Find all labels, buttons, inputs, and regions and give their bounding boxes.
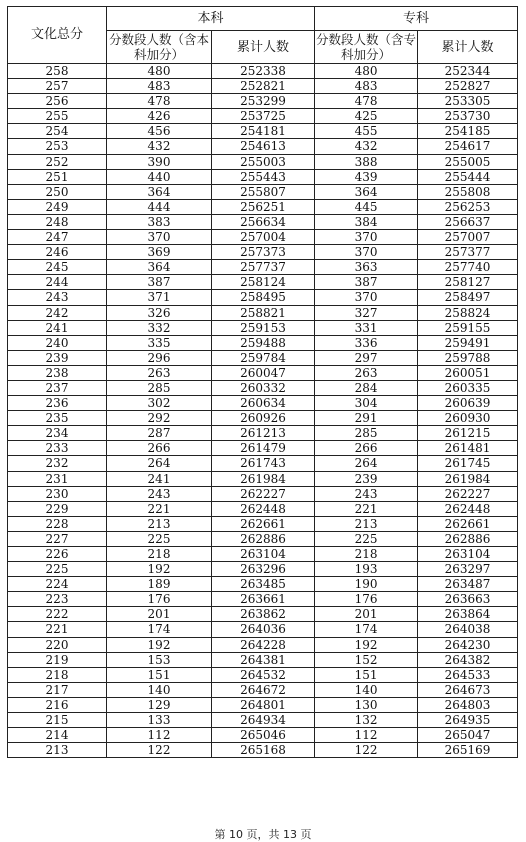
undergrad-cumulative-cell: 261743 — [212, 456, 315, 471]
table-body — [8, 64, 518, 758]
undergrad-cumulative-cell: 255003 — [212, 154, 315, 169]
undergrad-count-cell: 266 — [107, 441, 212, 456]
table-row — [8, 697, 518, 712]
undergrad-cumulative-cell: 261479 — [212, 441, 315, 456]
table-row — [8, 184, 518, 199]
vocational-cumulative-cell: 255808 — [418, 184, 518, 199]
vocational-count-cell: 445 — [315, 199, 418, 214]
vocational-cumulative-cell: 258824 — [418, 305, 518, 320]
vocational-cumulative-cell: 262886 — [418, 531, 518, 546]
table-row — [8, 652, 518, 667]
vocational-count-cell: 192 — [315, 637, 418, 652]
undergrad-cumulative-cell: 258124 — [212, 275, 315, 290]
vocational-count-cell: 225 — [315, 531, 418, 546]
undergrad-cumulative-cell: 262661 — [212, 516, 315, 531]
undergrad-count-cell: 241 — [107, 471, 212, 486]
score-cell: 233 — [8, 441, 107, 456]
vocational-count-cell: 221 — [315, 501, 418, 516]
vocational-count-cell: 387 — [315, 275, 418, 290]
undergrad-cumulative-cell: 256251 — [212, 199, 315, 214]
score-cell: 227 — [8, 531, 107, 546]
vocational-cumulative-cell: 256253 — [418, 199, 518, 214]
undergrad-cumulative-cell: 259784 — [212, 350, 315, 365]
score-cell: 246 — [8, 245, 107, 260]
undergrad-cumulative-cell: 262227 — [212, 486, 315, 501]
page-number: 第 10 页，共 13 页 — [214, 828, 312, 841]
undergrad-count-cell: 263 — [107, 365, 212, 380]
undergrad-cumulative-cell: 255807 — [212, 184, 315, 199]
score-cell: 218 — [8, 667, 107, 682]
undergrad-cumulative-cell: 253725 — [212, 109, 315, 124]
score-cell: 222 — [8, 607, 107, 622]
vocational-count-cell: 364 — [315, 184, 418, 199]
undergrad-cumulative-cell: 252821 — [212, 79, 315, 94]
undergrad-count-cell: 432 — [107, 139, 212, 154]
vocational-count-cell: 266 — [315, 441, 418, 456]
undergrad-cumulative-cell: 264532 — [212, 667, 315, 682]
undergrad-count-cell: 364 — [107, 184, 212, 199]
vocational-cumulative-cell: 264533 — [418, 667, 518, 682]
undergrad-count-cell: 440 — [107, 169, 212, 184]
undergrad-count-cell: 287 — [107, 426, 212, 441]
vocational-cumulative-cell: 257740 — [418, 260, 518, 275]
table-row — [8, 245, 518, 260]
vocational-count-cell: 363 — [315, 260, 418, 275]
table-row — [8, 441, 518, 456]
score-cell: 221 — [8, 622, 107, 637]
vocational-count-cell: 151 — [315, 667, 418, 682]
vocational-count-header: 分数段人数（含专科加分） — [316, 32, 417, 62]
table-row — [8, 260, 518, 275]
undergrad-cumulative-cell: 264934 — [212, 713, 315, 728]
undergrad-cumulative-cell: 257737 — [212, 260, 315, 275]
undergrad-cumulative-cell: 265046 — [212, 728, 315, 743]
undergrad-cumulative-cell: 255443 — [212, 169, 315, 184]
vocational-count-cell: 304 — [315, 396, 418, 411]
vocational-cumulative-cell: 252344 — [418, 64, 518, 79]
undergrad-count-cell: 140 — [107, 682, 212, 697]
vocational-cumulative-cell: 257377 — [418, 245, 518, 260]
table-row — [8, 350, 518, 365]
undergrad-count-cell: 483 — [107, 79, 212, 94]
undergrad-count-cell: 133 — [107, 713, 212, 728]
table-row — [8, 230, 518, 245]
undergrad-count-cell: 218 — [107, 547, 212, 562]
undergrad-cumulative-cell: 252338 — [212, 64, 315, 79]
vocational-cumulative-cell: 259491 — [418, 335, 518, 350]
undergrad-cumulative-cell: 260047 — [212, 365, 315, 380]
vocational-count-cell: 213 — [315, 516, 418, 531]
vocational-cumulative-cell: 260639 — [418, 396, 518, 411]
score-cell: 217 — [8, 682, 107, 697]
undergrad-cumulative-cell: 263862 — [212, 607, 315, 622]
undergrad-count-cell: 332 — [107, 320, 212, 335]
undergrad-count-cell: 369 — [107, 245, 212, 260]
undergrad-count-cell: 213 — [107, 516, 212, 531]
vocational-cumulative-cell: 260335 — [418, 380, 518, 395]
vocational-count-cell: 425 — [315, 109, 418, 124]
undergrad-count-cell: 112 — [107, 728, 212, 743]
vocational-count-cell: 297 — [315, 350, 418, 365]
score-cell: 224 — [8, 577, 107, 592]
undergrad-cumulative-cell: 254613 — [212, 139, 315, 154]
vocational-count-cell: 432 — [315, 139, 418, 154]
total-score-header: 文化总分 — [8, 7, 107, 64]
undergrad-cumulative-header: 累计人数 — [212, 31, 315, 64]
vocational-count-cell: 122 — [315, 743, 418, 758]
table-row — [8, 743, 518, 758]
vocational-count-cell: 132 — [315, 713, 418, 728]
score-cell: 252 — [8, 154, 107, 169]
score-cell: 248 — [8, 214, 107, 229]
vocational-cumulative-cell: 256637 — [418, 214, 518, 229]
score-cell: 232 — [8, 456, 107, 471]
undergrad-cumulative-cell: 259488 — [212, 335, 315, 350]
vocational-count-cell: 285 — [315, 426, 418, 441]
undergrad-count-cell: 174 — [107, 622, 212, 637]
score-cell: 215 — [8, 713, 107, 728]
table-row — [8, 577, 518, 592]
table-row — [8, 682, 518, 697]
vocational-cumulative-cell: 258497 — [418, 290, 518, 305]
vocational-count-cell: 140 — [315, 682, 418, 697]
vocational-count-cell: 218 — [315, 547, 418, 562]
score-cell: 214 — [8, 728, 107, 743]
score-cell: 225 — [8, 562, 107, 577]
vocational-cumulative-cell: 263487 — [418, 577, 518, 592]
undergrad-group-header: 本科 — [107, 7, 315, 31]
vocational-count-cell: 370 — [315, 245, 418, 260]
undergrad-cumulative-cell: 260634 — [212, 396, 315, 411]
undergrad-count-cell: 426 — [107, 109, 212, 124]
undergrad-cumulative-cell: 260332 — [212, 380, 315, 395]
vocational-cumulative-cell: 265047 — [418, 728, 518, 743]
vocational-count-cell: 291 — [315, 411, 418, 426]
undergrad-cumulative-cell: 256634 — [212, 214, 315, 229]
table-row — [8, 64, 518, 79]
score-cell: 250 — [8, 184, 107, 199]
vocational-count-cell: 152 — [315, 652, 418, 667]
table-row — [8, 290, 518, 305]
vocational-cumulative-cell: 262661 — [418, 516, 518, 531]
vocational-count-cell: 483 — [315, 79, 418, 94]
score-cell: 228 — [8, 516, 107, 531]
table-row — [8, 531, 518, 546]
undergrad-cumulative-cell: 263104 — [212, 547, 315, 562]
vocational-count-cell: 264 — [315, 456, 418, 471]
table-row — [8, 728, 518, 743]
vocational-count-cell: 174 — [315, 622, 418, 637]
undergrad-cumulative-cell: 253299 — [212, 94, 315, 109]
table-row — [8, 214, 518, 229]
score-cell: 223 — [8, 592, 107, 607]
undergrad-count-cell: 292 — [107, 411, 212, 426]
vocational-cumulative-cell: 264382 — [418, 652, 518, 667]
vocational-cumulative-cell: 253305 — [418, 94, 518, 109]
undergrad-count-cell: 296 — [107, 350, 212, 365]
score-cell: 245 — [8, 260, 107, 275]
score-cell: 256 — [8, 94, 107, 109]
undergrad-count-cell: 456 — [107, 124, 212, 139]
score-cell: 229 — [8, 501, 107, 516]
score-cell: 247 — [8, 230, 107, 245]
undergrad-cumulative-cell: 262886 — [212, 531, 315, 546]
table-row — [8, 124, 518, 139]
vocational-count-cell: 243 — [315, 486, 418, 501]
undergrad-cumulative-cell: 260926 — [212, 411, 315, 426]
undergrad-cumulative-cell: 261213 — [212, 426, 315, 441]
vocational-count-cell: 193 — [315, 562, 418, 577]
undergrad-cumulative-cell: 261984 — [212, 471, 315, 486]
undergrad-count-cell: 264 — [107, 456, 212, 471]
undergrad-cumulative-cell: 263296 — [212, 562, 315, 577]
undergrad-count-cell: 480 — [107, 64, 212, 79]
vocational-cumulative-cell: 259788 — [418, 350, 518, 365]
undergrad-cumulative-cell: 264672 — [212, 682, 315, 697]
score-cell: 254 — [8, 124, 107, 139]
vocational-cumulative-cell: 252827 — [418, 79, 518, 94]
table-row — [8, 154, 518, 169]
score-cell: 242 — [8, 305, 107, 320]
undergrad-count-cell: 285 — [107, 380, 212, 395]
table-row — [8, 305, 518, 320]
vocational-cumulative-cell: 264935 — [418, 713, 518, 728]
score-distribution-table — [7, 6, 518, 758]
vocational-count-cell: 336 — [315, 335, 418, 350]
undergrad-cumulative-cell: 258821 — [212, 305, 315, 320]
undergrad-count-cell: 225 — [107, 531, 212, 546]
table-row — [8, 380, 518, 395]
undergrad-count-cell: 201 — [107, 607, 212, 622]
undergrad-cumulative-cell: 262448 — [212, 501, 315, 516]
table-row — [8, 637, 518, 652]
table-row — [8, 667, 518, 682]
undergrad-cumulative-cell: 259153 — [212, 320, 315, 335]
table-row — [8, 139, 518, 154]
score-cell: 219 — [8, 652, 107, 667]
vocational-cumulative-cell: 263864 — [418, 607, 518, 622]
undergrad-count-cell: 192 — [107, 637, 212, 652]
table-row — [8, 396, 518, 411]
vocational-count-cell: 331 — [315, 320, 418, 335]
table-row — [8, 562, 518, 577]
vocational-cumulative-cell: 262227 — [418, 486, 518, 501]
score-cell: 231 — [8, 471, 107, 486]
vocational-cumulative-cell: 263297 — [418, 562, 518, 577]
score-cell: 257 — [8, 79, 107, 94]
vocational-cumulative-header: 累计人数 — [418, 31, 518, 64]
vocational-cumulative-cell: 261984 — [418, 471, 518, 486]
vocational-cumulative-cell: 261745 — [418, 456, 518, 471]
vocational-cumulative-cell: 264803 — [418, 697, 518, 712]
table-row — [8, 275, 518, 290]
vocational-count-cell: 284 — [315, 380, 418, 395]
undergrad-count-cell: 444 — [107, 199, 212, 214]
undergrad-count-cell: 364 — [107, 260, 212, 275]
table-row — [8, 335, 518, 350]
table-row — [8, 622, 518, 637]
undergrad-cumulative-cell: 265168 — [212, 743, 315, 758]
vocational-cumulative-cell: 254185 — [418, 124, 518, 139]
table-row — [8, 109, 518, 124]
vocational-cumulative-cell: 253730 — [418, 109, 518, 124]
vocational-count-cell: 327 — [315, 305, 418, 320]
undergrad-count-cell: 478 — [107, 94, 212, 109]
vocational-group-header: 专科 — [315, 7, 518, 31]
vocational-cumulative-cell: 263104 — [418, 547, 518, 562]
vocational-count-cell: 112 — [315, 728, 418, 743]
vocational-count-cell: 478 — [315, 94, 418, 109]
table-row — [8, 486, 518, 501]
table-row — [8, 456, 518, 471]
undergrad-count-cell: 151 — [107, 667, 212, 682]
score-cell: 216 — [8, 697, 107, 712]
vocational-count-cell: 388 — [315, 154, 418, 169]
vocational-cumulative-cell: 262448 — [418, 501, 518, 516]
undergrad-count-cell: 383 — [107, 214, 212, 229]
vocational-cumulative-cell: 264230 — [418, 637, 518, 652]
undergrad-cumulative-cell: 263485 — [212, 577, 315, 592]
vocational-cumulative-cell: 263663 — [418, 592, 518, 607]
table-row — [8, 94, 518, 109]
undergrad-count-cell: 221 — [107, 501, 212, 516]
table-row — [8, 169, 518, 184]
undergrad-count-cell: 243 — [107, 486, 212, 501]
vocational-cumulative-cell: 255005 — [418, 154, 518, 169]
vocational-count-cell: 130 — [315, 697, 418, 712]
score-cell: 240 — [8, 335, 107, 350]
vocational-cumulative-cell: 257007 — [418, 230, 518, 245]
vocational-cumulative-cell: 258127 — [418, 275, 518, 290]
undergrad-count-cell: 189 — [107, 577, 212, 592]
undergrad-count-cell: 326 — [107, 305, 212, 320]
table-row — [8, 365, 518, 380]
score-cell: 235 — [8, 411, 107, 426]
vocational-cumulative-cell: 255444 — [418, 169, 518, 184]
score-cell: 243 — [8, 290, 107, 305]
score-cell: 244 — [8, 275, 107, 290]
score-cell: 237 — [8, 380, 107, 395]
vocational-count-cell: 370 — [315, 290, 418, 305]
table-row — [8, 592, 518, 607]
vocational-count-cell: 455 — [315, 124, 418, 139]
vocational-count-cell: 439 — [315, 169, 418, 184]
undergrad-count-cell: 371 — [107, 290, 212, 305]
score-cell: 255 — [8, 109, 107, 124]
table-row — [8, 501, 518, 516]
undergrad-count-cell: 387 — [107, 275, 212, 290]
undergrad-count-cell: 335 — [107, 335, 212, 350]
table-row — [8, 713, 518, 728]
undergrad-count-cell: 390 — [107, 154, 212, 169]
undergrad-count-cell: 192 — [107, 562, 212, 577]
vocational-cumulative-cell: 259155 — [418, 320, 518, 335]
vocational-cumulative-cell: 261481 — [418, 441, 518, 456]
vocational-cumulative-cell: 264038 — [418, 622, 518, 637]
score-cell: 249 — [8, 199, 107, 214]
score-cell: 253 — [8, 139, 107, 154]
undergrad-count-cell: 122 — [107, 743, 212, 758]
undergrad-cumulative-cell: 257373 — [212, 245, 315, 260]
vocational-count-cell: 201 — [315, 607, 418, 622]
vocational-cumulative-cell: 260051 — [418, 365, 518, 380]
undergrad-cumulative-cell: 258495 — [212, 290, 315, 305]
vocational-count-cell: 370 — [315, 230, 418, 245]
undergrad-cumulative-cell: 257004 — [212, 230, 315, 245]
score-cell: 238 — [8, 365, 107, 380]
score-cell: 241 — [8, 320, 107, 335]
vocational-cumulative-cell: 264673 — [418, 682, 518, 697]
table-row — [8, 471, 518, 486]
score-cell: 239 — [8, 350, 107, 365]
vocational-count-cell: 239 — [315, 471, 418, 486]
table-row — [8, 516, 518, 531]
vocational-count-cell: 480 — [315, 64, 418, 79]
undergrad-cumulative-cell: 254181 — [212, 124, 315, 139]
vocational-count-cell: 384 — [315, 214, 418, 229]
table-row — [8, 320, 518, 335]
table-row — [8, 547, 518, 562]
undergrad-count-cell: 370 — [107, 230, 212, 245]
score-cell: 213 — [8, 743, 107, 758]
table-row — [8, 79, 518, 94]
vocational-cumulative-cell: 260930 — [418, 411, 518, 426]
vocational-cumulative-cell: 265169 — [418, 743, 518, 758]
undergrad-cumulative-cell: 264228 — [212, 637, 315, 652]
undergrad-count-header: 分数段人数（含本科加分） — [107, 31, 212, 64]
table-row — [8, 426, 518, 441]
vocational-count-cell: 263 — [315, 365, 418, 380]
table-row — [8, 199, 518, 214]
score-cell: 226 — [8, 547, 107, 562]
undergrad-cumulative-cell: 264036 — [212, 622, 315, 637]
undergrad-cumulative-cell: 263661 — [212, 592, 315, 607]
table-row — [8, 607, 518, 622]
score-cell: 220 — [8, 637, 107, 652]
undergrad-cumulative-cell: 264381 — [212, 652, 315, 667]
table-row — [8, 411, 518, 426]
undergrad-count-cell: 129 — [107, 697, 212, 712]
score-cell: 258 — [8, 64, 107, 79]
undergrad-cumulative-cell: 264801 — [212, 697, 315, 712]
score-cell: 251 — [8, 169, 107, 184]
vocational-count-cell: 176 — [315, 592, 418, 607]
score-cell: 230 — [8, 486, 107, 501]
vocational-count-cell: 190 — [315, 577, 418, 592]
undergrad-count-cell: 302 — [107, 396, 212, 411]
vocational-cumulative-cell: 254617 — [418, 139, 518, 154]
vocational-cumulative-cell: 261215 — [418, 426, 518, 441]
score-cell: 236 — [8, 396, 107, 411]
undergrad-count-cell: 176 — [107, 592, 212, 607]
undergrad-count-cell: 153 — [107, 652, 212, 667]
score-cell: 234 — [8, 426, 107, 441]
